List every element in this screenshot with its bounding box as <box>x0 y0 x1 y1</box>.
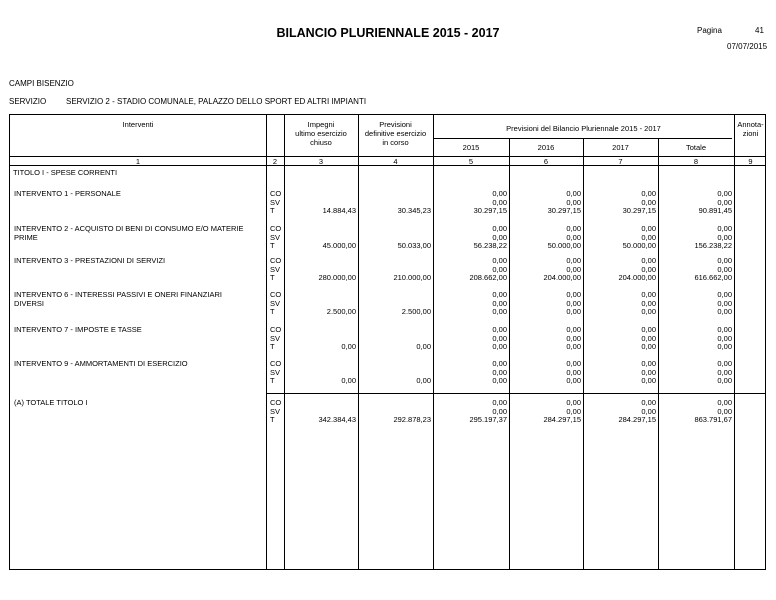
value-t-col5: 0,00 <box>492 307 507 316</box>
column-divider <box>266 115 267 569</box>
value-sv-col5: 0,00 <box>492 197 507 207</box>
servizio-label: SERVIZIO <box>9 97 47 106</box>
value-sv-col6: 0,00 <box>566 264 581 274</box>
impegni-value: 2.500,00 <box>326 307 356 316</box>
row-code-co: CO <box>270 325 282 334</box>
value-t-col6: 204.000,00 <box>543 273 581 282</box>
row-code-co: CO <box>270 398 282 407</box>
header-year-2016: 2016 <box>537 143 555 152</box>
value-t-col6: 284.297,15 <box>543 415 581 424</box>
intervento-label-cont: DIVERSI <box>14 298 45 308</box>
value-co-col8: 0,00 <box>717 398 732 407</box>
column-number: 7 <box>618 157 623 166</box>
value-co-col5: 0,00 <box>492 224 507 233</box>
value-sv-col8: 0,00 <box>717 197 732 207</box>
intervento-label: (A) TOTALE TITOLO I <box>14 398 88 407</box>
value-co-col6: 0,00 <box>566 359 581 368</box>
value-t-col6: 30.297,15 <box>547 206 581 215</box>
value-co-col6: 0,00 <box>566 325 581 334</box>
value-co-col8: 0,00 <box>717 256 732 265</box>
value-co-col8: 0,00 <box>717 224 732 233</box>
previsioni-value: 2.500,00 <box>401 307 431 316</box>
column-number: 2 <box>272 157 278 166</box>
value-co-col5: 0,00 <box>492 290 507 299</box>
intervento-label: INTERVENTO 7 - IMPOSTE E TASSE <box>14 325 142 334</box>
value-t-col8: 863.791,67 <box>694 415 732 424</box>
column-number: 6 <box>543 157 549 166</box>
totals-separator <box>266 393 765 394</box>
budget-table <box>9 114 766 570</box>
value-t-col7: 284.297,15 <box>618 415 656 424</box>
value-sv-col5: 0,00 <box>492 333 507 343</box>
servizio-value: SERVIZIO 2 - STADIO COMUNALE, PALAZZO DELLO SPORT ED ALTRI IMPIANTI <box>66 97 367 106</box>
value-sv-col8: 0,00 <box>717 232 732 242</box>
value-t-col7: 0,00 <box>641 307 656 316</box>
value-t-col6: 0,00 <box>566 376 581 385</box>
value-t-col7: 0,00 <box>641 342 656 351</box>
value-co-col5: 0,00 <box>492 325 507 334</box>
value-co-col5: 0,00 <box>492 256 507 265</box>
value-co-col7: 0,00 <box>641 325 656 334</box>
value-sv-col6: 0,00 <box>566 367 581 377</box>
document-date: 07/07/2015 <box>727 42 768 51</box>
previsioni-value: 292.878,23 <box>393 415 431 424</box>
document-title: BILANCIO PLURIENNALE 2015 - 2017 <box>276 26 500 40</box>
previsioni-value: 0,00 <box>416 342 431 351</box>
value-sv-col8: 0,00 <box>717 333 732 343</box>
row-code-co: CO <box>270 189 282 198</box>
value-t-col8: 616.662,00 <box>694 273 732 282</box>
ente-name: CAMPI BISENZIO <box>9 79 74 88</box>
value-t-col8: 0,00 <box>717 376 732 385</box>
value-co-col5: 0,00 <box>492 189 507 198</box>
row-code-sv: SV <box>270 232 281 242</box>
column-number: 1 <box>135 157 141 166</box>
intervento-label: INTERVENTO 3 - PRESTAZIONI DI SERVIZI <box>14 256 166 265</box>
value-sv-col6: 0,00 <box>566 333 581 343</box>
value-t-col7: 30.297,15 <box>622 206 656 215</box>
impegni-value: 342.384,43 <box>318 415 356 424</box>
value-t-col8: 90.891,45 <box>698 206 732 215</box>
row-code-co: CO <box>270 290 282 299</box>
value-sv-col6: 0,00 <box>566 232 581 242</box>
column-number: 3 <box>318 157 324 166</box>
value-t-col5: 0,00 <box>492 376 507 385</box>
row-code-co: CO <box>270 359 282 368</box>
value-sv-col5: 0,00 <box>492 298 507 308</box>
value-t-col7: 50.000,00 <box>622 241 656 250</box>
value-co-col6: 0,00 <box>566 398 581 407</box>
value-co-col5: 0,00 <box>492 398 507 407</box>
row-code-sv: SV <box>270 333 281 343</box>
value-sv-col7: 0,00 <box>641 298 656 308</box>
header-year-2015: 2015 <box>462 143 480 152</box>
value-sv-col6: 0,00 <box>566 197 581 207</box>
value-sv-col5: 0,00 <box>492 367 507 377</box>
value-t-col6: 50.000,00 <box>547 241 581 250</box>
intervento-label: INTERVENTO 1 - PERSONALE <box>14 189 121 198</box>
row-code-sv: SV <box>270 406 281 416</box>
column-divider <box>284 115 285 569</box>
row-code-co: CO <box>270 224 282 233</box>
row-code-t: T <box>270 376 275 385</box>
value-sv-col7: 0,00 <box>641 264 656 274</box>
column-number: 8 <box>693 157 699 166</box>
value-sv-col8: 0,00 <box>717 298 732 308</box>
previsioni-value: 30.345,23 <box>397 206 431 215</box>
impegni-value: 45.000,00 <box>322 241 356 250</box>
value-sv-col7: 0,00 <box>641 333 656 343</box>
value-sv-col6: 0,00 <box>566 406 581 416</box>
previsioni-value: 0,00 <box>416 376 431 385</box>
value-t-col5: 295.197,37 <box>469 415 507 424</box>
header-previsioni-1: Previsioni <box>379 120 412 129</box>
value-co-col6: 0,00 <box>566 189 581 198</box>
titolo-heading: TITOLO I - SPESE CORRENTI <box>13 168 118 177</box>
value-sv-col8: 0,00 <box>717 264 732 274</box>
value-sv-col6: 0,00 <box>566 298 581 308</box>
value-t-col6: 0,00 <box>566 307 581 316</box>
row-code-t: T <box>270 415 275 424</box>
impegni-value: 14.884,43 <box>322 206 356 215</box>
column-number: 5 <box>468 157 474 166</box>
header-impegni-1: Impegni <box>307 120 335 129</box>
header-previsioni-3: in corso <box>382 138 409 147</box>
header-previsioni-2: definitive esercizio <box>364 129 427 138</box>
column-divider <box>734 115 735 569</box>
value-t-col5: 0,00 <box>492 342 507 351</box>
value-t-col5: 56.238,22 <box>473 241 507 250</box>
value-sv-col7: 0,00 <box>641 406 656 416</box>
value-sv-col8: 0,00 <box>717 406 732 416</box>
impegni-value: 0,00 <box>341 376 356 385</box>
header-interventi: Interventi <box>122 120 154 129</box>
value-co-col7: 0,00 <box>641 189 656 198</box>
value-co-col7: 0,00 <box>641 256 656 265</box>
impegni-value: 280.000,00 <box>318 273 356 282</box>
value-sv-col7: 0,00 <box>641 367 656 377</box>
row-code-sv: SV <box>270 264 281 274</box>
impegni-value: 0,00 <box>341 342 356 351</box>
page-number: 41 <box>755 26 764 35</box>
value-co-col8: 0,00 <box>717 189 732 198</box>
previsioni-value: 50.033,00 <box>397 241 431 250</box>
header-divider <box>433 138 732 139</box>
value-co-col7: 0,00 <box>641 359 656 368</box>
row-code-co: CO <box>270 256 282 265</box>
value-sv-col5: 0,00 <box>492 264 507 274</box>
page-label: Pagina <box>697 26 722 35</box>
value-t-col5: 208.662,00 <box>469 273 507 282</box>
value-co-col7: 0,00 <box>641 398 656 407</box>
column-number: 4 <box>393 157 398 166</box>
intervento-label-cont: PRIME <box>14 232 38 242</box>
value-t-col8: 0,00 <box>717 307 732 316</box>
value-co-col6: 0,00 <box>566 256 581 265</box>
value-sv-col5: 0,00 <box>492 232 507 242</box>
value-t-col7: 204.000,00 <box>618 273 656 282</box>
value-t-col5: 30.297,15 <box>473 206 507 215</box>
header-pluriennale: Previsioni del Bilancio Pluriennale 2015 - 2017 <box>506 124 661 133</box>
header-impegni-3: chiuso <box>310 138 332 147</box>
value-t-col7: 0,00 <box>641 376 656 385</box>
value-t-col6: 0,00 <box>566 342 581 351</box>
value-sv-col7: 0,00 <box>641 197 656 207</box>
value-sv-col8: 0,00 <box>717 367 732 377</box>
header-annotazioni-1: Annota- <box>737 120 764 129</box>
value-sv-col7: 0,00 <box>641 232 656 242</box>
value-co-col7: 0,00 <box>641 224 656 233</box>
row-code-sv: SV <box>270 367 281 377</box>
value-co-col6: 0,00 <box>566 224 581 233</box>
header-impegni-2: ultimo esercizio <box>295 129 347 138</box>
row-code-sv: SV <box>270 298 281 308</box>
header-year-2017: 2017 <box>612 143 629 152</box>
value-t-col8: 0,00 <box>717 342 732 351</box>
value-co-col8: 0,00 <box>717 359 732 368</box>
row-code-t: T <box>270 206 275 215</box>
intervento-label: INTERVENTO 2 - ACQUISTO DI BENI DI CONSUMO E/O MATERIE <box>14 224 244 233</box>
header-totale: Totale <box>685 143 706 152</box>
row-code-t: T <box>270 307 275 316</box>
row-code-t: T <box>270 273 275 282</box>
column-number: 9 <box>748 157 753 166</box>
value-co-col6: 0,00 <box>566 290 581 299</box>
header-annotazioni-2: zioni <box>742 129 759 138</box>
value-co-col5: 0,00 <box>492 359 507 368</box>
row-code-sv: SV <box>270 197 281 207</box>
value-sv-col5: 0,00 <box>492 406 507 416</box>
column-divider <box>358 115 359 569</box>
value-co-col7: 0,00 <box>641 290 656 299</box>
intervento-label: INTERVENTO 6 - INTERESSI PASSIVI E ONERI FINANZIARI <box>14 290 222 299</box>
intervento-label: INTERVENTO 9 - AMMORTAMENTI DI ESERCIZIO <box>14 359 188 368</box>
value-co-col8: 0,00 <box>717 325 732 334</box>
row-code-t: T <box>270 241 275 250</box>
value-co-col8: 0,00 <box>717 290 732 299</box>
value-t-col8: 156.238,22 <box>694 241 732 250</box>
previsioni-value: 210.000,00 <box>393 273 431 282</box>
row-code-t: T <box>270 342 275 351</box>
